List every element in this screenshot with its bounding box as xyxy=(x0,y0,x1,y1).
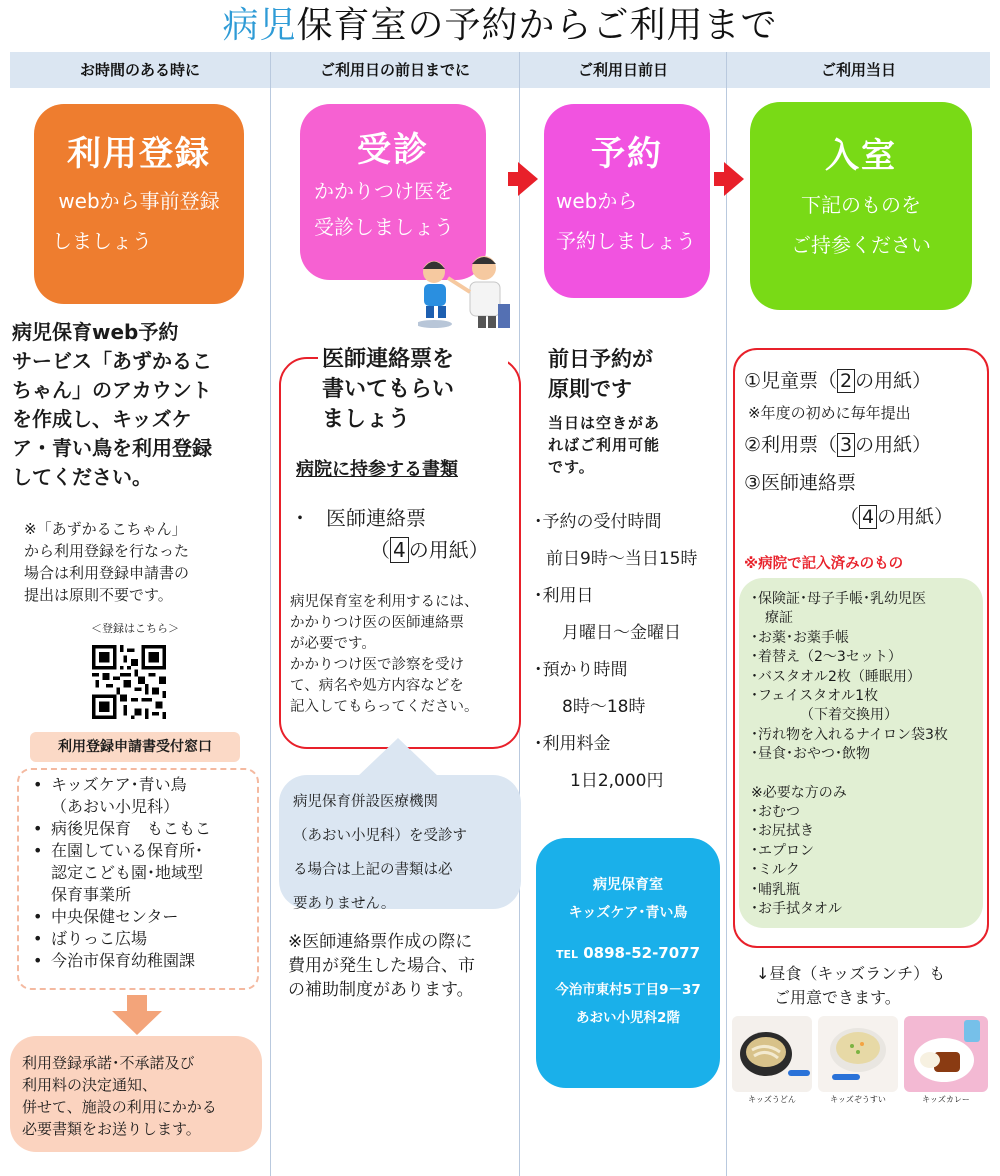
intro-line: を作成し、キッズケ xyxy=(12,407,192,431)
reservation-heading xyxy=(548,344,718,404)
subsidy-note xyxy=(288,930,520,1002)
heading-line: 前日予約が xyxy=(548,347,653,371)
list-item: • キッズケア･青い鳥 xyxy=(31,774,251,796)
required-items xyxy=(744,364,984,534)
header-col3: ご利用日前日 xyxy=(520,52,726,88)
header-col4: ご利用当日 xyxy=(727,52,990,88)
body-line: が必要です。 xyxy=(290,636,376,652)
item-text: の用紙） xyxy=(855,434,932,456)
registration-intro xyxy=(12,318,268,492)
subsidy-line: 費用が発生した場合、市 xyxy=(288,956,475,976)
result-line: 利用料の決定通知、 xyxy=(22,1076,158,1094)
step-consultation-title: 受診 xyxy=(357,130,429,170)
belonging-item: ･エプロン xyxy=(751,842,814,859)
result-line: 併せて、施設の利用にかかる xyxy=(22,1098,217,1116)
clinic-exception-note xyxy=(279,775,521,912)
step-registration-sub: webから事前登録 xyxy=(58,189,220,213)
info-label: ･予約の受付時間 xyxy=(534,512,662,532)
form-number-box: 2 xyxy=(837,369,855,393)
step-reservation-title: 予約 xyxy=(591,134,663,174)
intro-line: 病児保育web予約 xyxy=(12,320,179,344)
header-col2: ご利用日の前日までに xyxy=(271,52,519,88)
heading-line: 書いてもらい xyxy=(322,377,455,402)
tel-label: TEL xyxy=(555,948,578,961)
item-line xyxy=(744,364,984,398)
step-registration-sub: しましょう xyxy=(52,229,152,253)
step-registration-title: 利用登録 xyxy=(67,134,211,174)
item-line: ③医師連絡票 xyxy=(744,472,857,494)
exception-line: 病児保育併設医療機関 xyxy=(293,794,438,810)
note-line: 当日は空きがあ xyxy=(548,414,661,432)
belonging-item: （下着交換用） xyxy=(751,707,898,724)
step-reservation-sub: webから xyxy=(556,189,638,213)
note-line: 場合は利用登録申請書の xyxy=(24,564,190,582)
exception-line: 要ありません。 xyxy=(293,896,396,912)
step-admission xyxy=(750,102,972,310)
doctor-form-heading xyxy=(318,345,508,435)
doctor-child-illustration xyxy=(418,244,514,336)
intro-line: してください。 xyxy=(12,465,152,489)
result-line: 利用登録承諾･不承諾及び xyxy=(22,1054,195,1072)
registration-note xyxy=(24,518,264,606)
body-line: 病児保育室を利用するには、 xyxy=(290,594,479,610)
doc-item-name: 医師連絡票 xyxy=(326,506,426,530)
heading-line: ましょう xyxy=(322,407,411,432)
exception-line: （あおい小児科）を受診す xyxy=(293,828,467,844)
step-reservation xyxy=(544,104,710,298)
subsidy-line: の補助制度があります。 xyxy=(288,980,474,1000)
info-label: ･預かり時間 xyxy=(534,660,628,680)
hospital-filled-note: ※病院で記入済みのもの xyxy=(744,556,904,572)
belonging-item: ･フェイスタオル1枚 xyxy=(751,688,879,705)
belonging-item: ･お尻拭き xyxy=(751,823,814,840)
application-window-list xyxy=(17,768,259,990)
intro-line: ア・青い鳥を利用登録 xyxy=(12,436,212,460)
curry-photo xyxy=(904,1016,988,1092)
body-line: 記入してもらってください。 xyxy=(290,699,479,715)
facility-address: あおい小児科2階 xyxy=(576,1010,680,1026)
title-rest: 保育室の予約からご利用まで xyxy=(296,5,778,46)
step-registration xyxy=(34,104,244,304)
body-line: かかりつけ医の医師連絡票 xyxy=(290,615,464,631)
info-label: ･利用料金 xyxy=(534,734,611,754)
info-value: 1日2,000円 xyxy=(570,771,664,791)
spacer xyxy=(751,765,975,784)
info-value: 8時～18時 xyxy=(562,697,646,717)
notification-box xyxy=(10,1036,262,1152)
page-title xyxy=(0,2,1000,50)
belonging-item: ･着替え（2～3セット） xyxy=(751,649,902,666)
belonging-item: ･哺乳瓶 xyxy=(751,881,800,898)
belongings-list xyxy=(739,578,983,928)
doc-form-label xyxy=(290,534,514,566)
intro-line: ちゃん」のアカウント xyxy=(12,378,212,402)
note-line: 提出は原則不要です。 xyxy=(24,586,173,604)
info-label: ･利用日 xyxy=(534,586,594,606)
photo-caption: キッズぞうすい xyxy=(830,1095,886,1104)
tel-number: 0898-52-7077 xyxy=(583,944,701,962)
body-line: かかりつけ医で診察を受け xyxy=(290,657,464,673)
step-reservation-sub: 予約しましょう xyxy=(556,229,696,253)
udon-photo xyxy=(732,1016,812,1092)
right-arrow-icon xyxy=(724,162,744,196)
application-window-title: 利用登録申請書受付窓口 xyxy=(30,732,240,762)
list-item-cont: （あおい小児科） xyxy=(51,797,180,816)
item-line xyxy=(744,428,984,462)
item-note: ※年度の初めに毎年提出 xyxy=(748,404,911,422)
facility-name: キッズケア･青い鳥 xyxy=(568,905,688,921)
title-accent: 病児 xyxy=(222,5,297,46)
step-admission-sub: 下記のものを xyxy=(801,193,921,217)
right-arrow-stem xyxy=(714,172,724,186)
body-line: て、病名や処方内容などを xyxy=(290,678,464,694)
belonging-item: ･ミルク xyxy=(751,862,800,879)
belonging-item: 療証 xyxy=(751,610,793,627)
subsidy-line: ※医師連絡票作成の際に xyxy=(288,932,473,952)
form-pre: （ xyxy=(370,538,390,562)
belonging-item: ･お手拭タオル xyxy=(751,901,842,918)
item-text: （ xyxy=(840,506,860,528)
udon-image xyxy=(732,1016,812,1092)
result-line: 必要書類をお送りします。 xyxy=(22,1120,201,1138)
intro-line: サービス「あずかるこ xyxy=(12,349,212,373)
belonging-item: ※必要な方のみ xyxy=(751,784,847,801)
facility-name: 病児保育室 xyxy=(593,877,663,893)
right-arrow-icon xyxy=(518,162,538,196)
lunch-line: ↓昼食（キッズランチ）も xyxy=(756,964,946,983)
item-text: ②利用票（ xyxy=(744,434,838,456)
up-arrow-icon xyxy=(356,738,440,778)
note-line: ※「あずかるこちゃん」 xyxy=(24,520,187,538)
list-item-cont: 認定こども園･地域型 xyxy=(51,863,204,882)
step-consultation-sub: 受診しましょう xyxy=(314,215,454,239)
belonging-item: ･お薬･お薬手帳 xyxy=(751,629,849,646)
step-admission-title: 入室 xyxy=(825,136,897,176)
column-divider xyxy=(270,52,271,1176)
info-value: 月曜日～金曜日 xyxy=(562,623,681,643)
right-arrow-stem xyxy=(508,172,518,186)
exception-line: る場合は上記の書類は必 xyxy=(293,862,453,878)
list-item: • 今治市保育幼稚園課 xyxy=(31,950,251,972)
header-col1: お時間のある時に xyxy=(10,52,270,88)
facility-contact-box xyxy=(536,838,720,1088)
column-divider xyxy=(726,52,727,1176)
form-number-box: 4 xyxy=(859,505,877,529)
qr-code[interactable] xyxy=(92,645,166,719)
same-day-note xyxy=(548,412,718,478)
form-number-box: 4 xyxy=(390,537,409,563)
list-item-cont: 保育事業所 xyxy=(51,885,132,904)
list-item: • ばりっこ広場 xyxy=(31,928,251,950)
qr-label: ＜登録はこちら＞ xyxy=(91,622,179,635)
item-text: の用紙） xyxy=(877,506,954,528)
photo-caption: キッズうどん xyxy=(748,1095,796,1104)
list-item: • 中央保健センター xyxy=(31,906,251,928)
step-consultation-sub: かかりつけ医を xyxy=(314,179,454,203)
form-post: の用紙） xyxy=(408,538,489,562)
doctor-form-body xyxy=(290,592,518,718)
lunch-line: ご用意できます。 xyxy=(774,988,901,1007)
belonging-item: ･おむつ xyxy=(751,804,800,821)
form-number-box: 3 xyxy=(837,433,855,457)
heading-line: 原則です xyxy=(548,377,632,401)
facility-address: 今治市東村5丁目9－37 xyxy=(555,982,701,998)
zosui-image xyxy=(818,1016,898,1092)
step-admission-sub: ご持参ください xyxy=(791,233,931,257)
item-line xyxy=(744,500,984,534)
lunch-note xyxy=(756,962,986,1010)
down-arrow-icon xyxy=(112,995,162,1035)
docs-title: 病院に持参する書類 xyxy=(296,459,458,480)
belonging-item: ･昼食･おやつ･飲物 xyxy=(751,746,870,763)
list-item: • 病後児保育 もこもこ xyxy=(31,818,251,840)
belonging-item: ･汚れ物を入れるナイロン袋3枚 xyxy=(751,726,948,743)
reservation-info xyxy=(534,504,724,800)
facility-phone xyxy=(536,944,720,962)
item-text: ①児童票（ xyxy=(744,370,838,392)
belonging-item: ･保険証･母子手帳･乳幼児医 xyxy=(751,591,926,607)
curry-image xyxy=(904,1016,988,1092)
doc-bullet: ・ xyxy=(290,506,310,530)
info-value: 前日9時～当日15時 xyxy=(546,549,698,569)
qr-code-image xyxy=(92,645,166,719)
heading-line: 医師連絡票を xyxy=(322,347,455,372)
list-item: • 在園している保育所･ xyxy=(31,840,251,862)
note-line: ればご利用可能 xyxy=(548,436,661,454)
zosui-photo xyxy=(818,1016,898,1092)
note-line: です。 xyxy=(548,458,595,476)
note-line: から利用登録を行なった xyxy=(24,542,190,560)
photo-caption: キッズカレー xyxy=(922,1095,970,1104)
doc-item xyxy=(290,502,514,566)
belonging-item: ･バスタオル2枚（睡眠用） xyxy=(751,668,921,685)
item-text: の用紙） xyxy=(855,370,932,392)
